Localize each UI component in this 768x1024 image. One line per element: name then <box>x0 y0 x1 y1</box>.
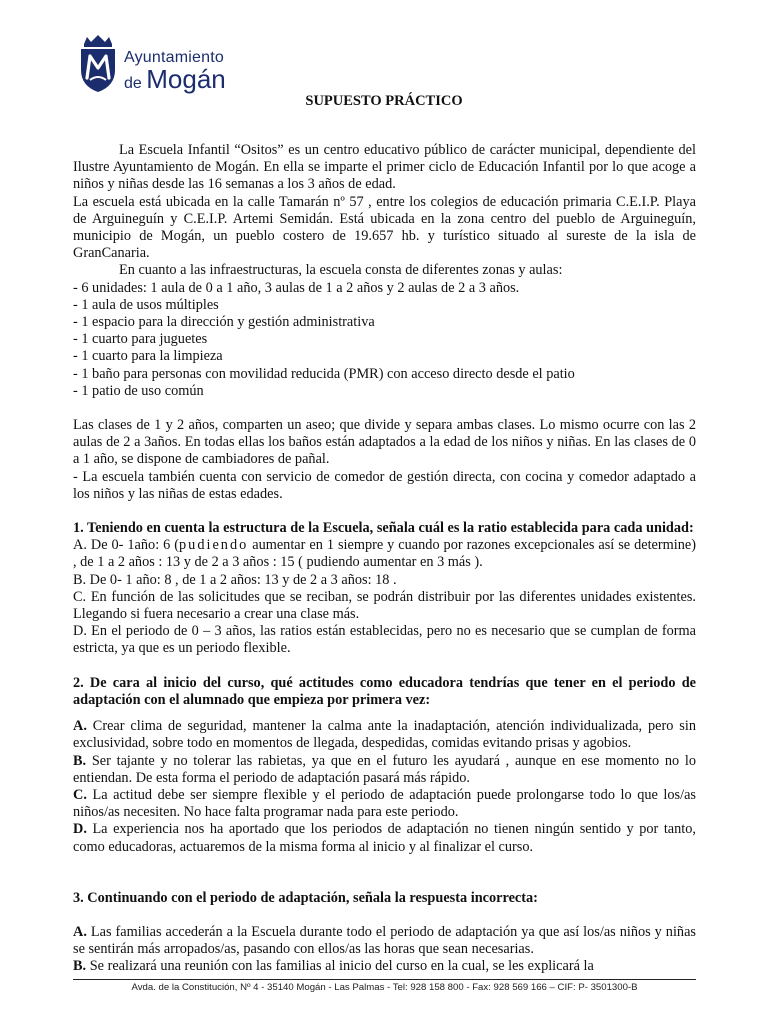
option-label: A. <box>73 718 87 735</box>
option-text: Se realizará una reunión con las familias al inicio del curso en la cual, se les explicará la <box>86 958 594 975</box>
question-1-option-d: D. En el periodo de 0 – 3 años, las ratios están establecidas, pero no es necesario que se cumplan de forma estricta, ya que es un periodo flexible. <box>73 623 696 657</box>
infrastructure-list <box>73 280 696 400</box>
list-item: - 1 cuarto para la limpieza <box>73 348 223 365</box>
option-label: B. <box>73 752 87 769</box>
document-title: SUPUESTO PRÁCTICO <box>305 93 463 109</box>
intro-paragraph-1: La Escuela Infantil “Ositos” es un centro educativo público de carácter municipal, dependiente del Ilustre Ayuntamiento de Mogán. En ella se imparte el primer ciclo de Educación Infantil por lo que acoge a niños y niñas desde las 16 semanas a los 3 años de edad. <box>73 142 696 193</box>
question-3-option-b <box>73 958 696 975</box>
option-label: D. <box>73 821 87 838</box>
intro-paragraph-2: La escuela está ubicada en la calle Tamarán nº 57 , entre los colegios de educación primaria C.E.I.P. Playa de Arguineguín y C.E.I.P. Artemi Semidán. Está ubicada en la zona centro del pueblo de Arguineguín, municipio de Mogán, un pueblo costero de 19.657 hb. y turístico situado al sureste de la isla de GranCanaria. <box>73 193 696 262</box>
footer-address: Avda. de la Constitución, Nº 4 - 35140 Mogán - Las Palmas - Tel: 928 158 800 - Fax: 928 569 166 – CIF: P- 3501300-B <box>131 982 638 993</box>
list-item: - 1 cuarto para juguetes <box>73 331 208 348</box>
list-item: - 1 espacio para la dirección y gestión administrativa <box>73 314 375 331</box>
footer-divider <box>73 979 696 980</box>
question-3-option-a <box>73 924 696 958</box>
option-text: pudiendo <box>179 537 249 554</box>
question-1-option-c: C. En función de las solicitudes que se reciban, se podrán distribuir por las diferentes unidades existentes. Llegando si fuera necesario a crear una clase más. <box>73 588 696 623</box>
intro-paragraph-3: En cuanto a las infraestructuras, la escuela consta de diferentes zonas y aulas: <box>119 262 563 279</box>
question-1-option-a <box>73 537 696 571</box>
coat-of-arms-icon <box>78 34 118 94</box>
ayuntamiento-logo <box>78 34 278 94</box>
question-1-option-b: B. De 0- 1 año: 8 , de 1 a 2 años: 13 y de 2 a 3 años: 18 . <box>73 571 397 588</box>
list-item: - 6 unidades: 1 aula de 0 a 1 año, 3 aulas de 1 a 2 años y 2 aulas de 2 a 3 años. <box>73 279 520 296</box>
question-2-option-c <box>73 787 696 821</box>
option-text: De 0- 1año: 6 ( <box>90 537 180 554</box>
option-label: B. <box>73 958 87 975</box>
option-text: La actitud debe ser siempre flexible y el periodo de adaptación puede prolongarse todo lo que los/as niños/as necesiten. No hace falta programar nada para este periodo. <box>73 786 696 821</box>
org-name-prefix: de <box>124 75 142 92</box>
intro-paragraph-4: Las clases de 1 y 2 años, comparten un aseo; que divide y separa ambas clases. Lo mismo ocurre con las 2 aulas de 2 a 3años. En todas ellas los baños están adaptados a la edad de los niños y niñas. En las clases de 0 a 1 año, se dispone de cambiadores de pañal. <box>73 417 696 468</box>
list-item: - 1 patio de uso común <box>73 382 204 399</box>
question-2-option-b <box>73 753 696 787</box>
option-text: La experiencia nos ha aportado que los periodos de adaptación no tienen ningún sentido y por tanto, como educadoras, actuaremos de la misma forma al inicio y al finalizar el curso. <box>73 821 696 855</box>
intro-paragraph-5: - La escuela también cuenta con servicio de comedor de gestión directa, con cocina y comedor adaptado a los niños y las niñas de estas edades. <box>73 468 696 502</box>
option-text: Las familias accederán a la Escuela durante todo el periodo de adaptación ya que así los/as niños y niñas se sentirán más arropados/as, pasando con ellos/as las horas que sean necesarias. <box>73 923 696 958</box>
question-3: 3. Continuando con el periodo de adaptación, señala la respuesta incorrecta: <box>73 889 538 906</box>
question-2-option-d <box>73 821 696 855</box>
org-name-line1: Ayuntamiento <box>124 49 224 66</box>
option-label: A. <box>73 537 87 554</box>
question-2: 2. De cara al inicio del curso, qué actitudes como educadora tendrías que tener en el periodo de adaptación con el alumnado que empieza por primera vez: <box>73 674 696 708</box>
list-item: - 1 baño para personas con movilidad reducida (PMR) con acceso directo desde el patio <box>73 365 575 382</box>
option-label: A. <box>73 923 87 940</box>
option-text: Ser tajante y no tolerar las rabietas, ya que en el futuro les ayudará , aunque en ese momento no lo entiendan. De esta forma el periodo de adaptación pasará más rápido. <box>73 752 696 786</box>
org-name-line2 <box>124 66 226 93</box>
option-label: C. <box>73 786 87 803</box>
option-text: Crear clima de seguridad, mantener la calma ante la inadaptación, atención individualizada, pero sin exclusividad, sobre todo en momentos de llegada, despedidas, comidas evitando prisas y agobios. <box>73 718 696 752</box>
list-item: - 1 aula de usos múltiples <box>73 296 219 313</box>
org-name-municipality: Mogán <box>146 64 226 94</box>
document-body <box>73 142 696 976</box>
question-2-option-a <box>73 718 696 752</box>
question-1: 1. Teniendo en cuenta la estructura de la Escuela, señala cuál es la ratio establecida para cada unidad: <box>73 520 694 537</box>
option-text: aumentar en 1 siempre y cuando por razones excepcionales así se determine) , de 1 a 2 años : 13 y de 2 a 3 años : 15 ( pudiendo aumentar en 3 más ). <box>73 537 697 571</box>
